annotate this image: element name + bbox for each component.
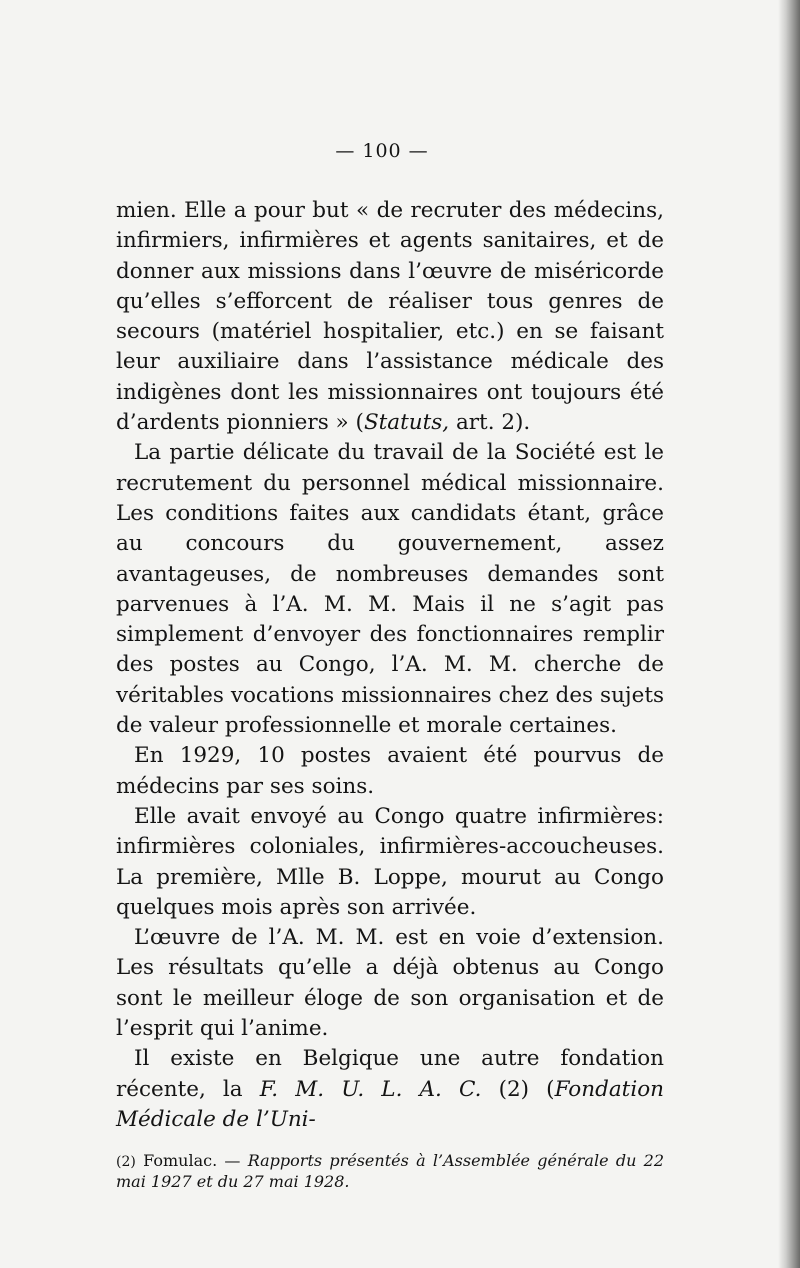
statuts-citation: Statuts, xyxy=(363,410,450,436)
paragraph-1-text: mien. Elle a pour but « de recruter des médecins, infirmiers, infirmières et agents sanitaires, et de donner aux missions dans l’œuvre de miséricorde qu’elles s’efforcent de réaliser tous genres de secours (matériel hospitalier, etc.) en se faisant leur auxiliaire dans l’assistance médicale des indigènes dont les missionnaires ont toujours été d’ardents pionniers » ( xyxy=(116,198,664,436)
paragraph-2: La partie délicate du travail de la Société est le recrutement du personnel médical missionnaire. Les conditions faites aux candidats étant, grâce au concours du gouvernement, assez avantageuses, de nombreuses demandes sont parvenues à l’A. M. M. Mais il ne s’agit pas simplement d’envoyer des fonctionnaires remplir des postes au Congo, l’A. M. M. cherche de véritables vocations missionnaires chez des sujets de valeur professionnelle et morale certaines. xyxy=(116,440,664,739)
footnote xyxy=(116,1151,664,1192)
paragraph-6-mid: (2) ( xyxy=(481,1076,555,1102)
page-number: — 100 — xyxy=(335,140,429,162)
paragraph-1-end: art. 2). xyxy=(449,410,531,436)
paragraph-1 xyxy=(116,196,664,438)
fondation-name: Fondation Médicale de l’Uni- xyxy=(116,1076,664,1132)
body-text xyxy=(116,196,664,1135)
paragraph-5: L’œuvre de l’A. M. M. est en voie d’extension. Les résultats qu’elle a déjà obtenus au Congo sont le meilleur éloge de son organisation et de l’esprit qui l’anime. xyxy=(116,925,664,1042)
footnote-mark: (2) xyxy=(116,1154,136,1170)
footnote-author: Fomulac. — xyxy=(135,1151,248,1170)
paragraph-6-start: Il existe en Belgique une autre fondation récente, la xyxy=(116,1046,664,1102)
paragraph-6 xyxy=(116,1044,664,1135)
fmulac-abbreviation: F. M. U. L. A. C. xyxy=(259,1076,482,1102)
footnote-title: Rapports présentés à l’Assemblée générale du 22 mai 1927 et du 27 mai 1928. xyxy=(116,1151,665,1191)
paragraph-4: Elle avait envoyé au Congo quatre infirmières: infirmières coloniales, infirmières-accoucheuses. La première, Mlle B. Loppe, mourut au Congo quelques mois après son arrivée. xyxy=(116,803,664,920)
paragraph-3: En 1929, 10 postes avaient été pourvus de médecins par ses soins. xyxy=(116,743,664,799)
page-binding-shadow xyxy=(778,0,800,1268)
